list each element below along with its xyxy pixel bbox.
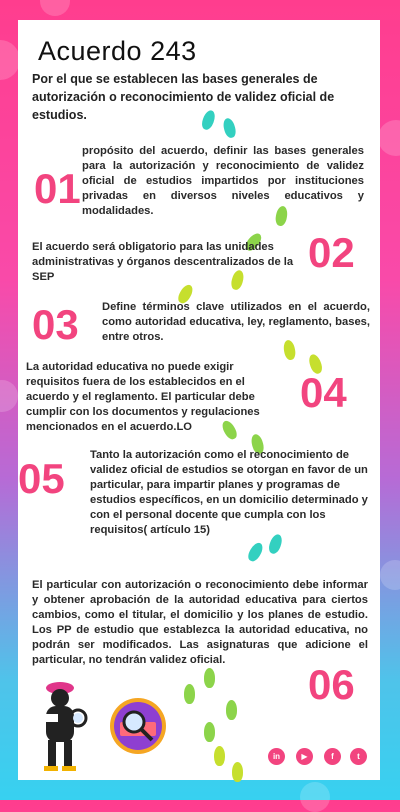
item-number-01: 01	[34, 165, 81, 212]
footprint-icon	[184, 684, 195, 704]
item-text-03: Define términos clave utilizados en el acuerdo, como autoridad educativa, ley, reglamento, bases, entre otros.	[102, 301, 370, 343]
footprint-icon	[226, 700, 237, 720]
item-number-06: 06	[308, 661, 355, 708]
footprint-icon	[246, 541, 266, 564]
magnifier-badge-icon	[108, 696, 168, 756]
twitter-icon[interactable]: t	[350, 748, 367, 765]
infographic-card	[18, 20, 380, 780]
footprint-icon	[232, 762, 243, 782]
linkedin-icon[interactable]: in	[268, 748, 285, 765]
footprint-icon	[204, 668, 215, 688]
background-blob	[300, 782, 330, 812]
detective-illustration	[32, 678, 92, 774]
page-title: Acuerdo 243	[38, 36, 197, 66]
item-text-01: propósito del acuerdo, definir las bases generales para la autorización y reconocimiento de validez oficial de estudios impartidos por instituciones privadas en diversos niveles educativos y modalidades.	[82, 145, 364, 217]
item-text-05: Tanto la autorización como el reconocimiento de validez oficial de estudios se otorgan en favor de un particular, para impartir planes y programas de estudios específicos, en un domicilio determinado y con el personal docente que cumpla con los requisitos( artículo 15)	[90, 449, 368, 536]
facebook-icon[interactable]: f	[324, 748, 341, 765]
item-number-02: 02	[308, 229, 355, 276]
item-text-06: El particular con autorización o reconocimiento debe informar y obtener aprobación de la autoridad educativa para ciertos cambios, como el titular, el domicilio y los planes de estudio. Los PP de estudio que establezca la autoridad educativa, no podrán ser modificados. Las asignaturas que adicione el particular, no tendrán validez oficial.	[32, 579, 368, 666]
item-number-03: 03	[32, 301, 79, 348]
youtube-icon[interactable]: ▶	[296, 748, 313, 765]
background-blob	[0, 40, 20, 80]
background-blob	[380, 560, 400, 590]
background-blob	[0, 380, 18, 412]
footprint-icon	[204, 722, 215, 742]
footprint-icon	[214, 746, 225, 766]
item-number-05: 05	[18, 455, 65, 502]
item-text-04: La autoridad educativa no puede exigir requisitos fuera de los establecidos en el acuerdo y el reglamento. El particular debe cumplir con los documentos y regulaciones mencionados en el acuerdo.LO	[26, 361, 260, 433]
item-text-02: El acuerdo será obligatorio para las unidades administrativas y órganos descentralizados de la SEP	[32, 241, 294, 283]
page-subtitle: Por el que se establecen las bases generales de autorización o reconocimiento de validez oficial de estudios.	[32, 72, 335, 122]
background-blob	[40, 0, 70, 16]
item-number-04: 04	[300, 369, 347, 416]
background-blob	[378, 120, 400, 156]
